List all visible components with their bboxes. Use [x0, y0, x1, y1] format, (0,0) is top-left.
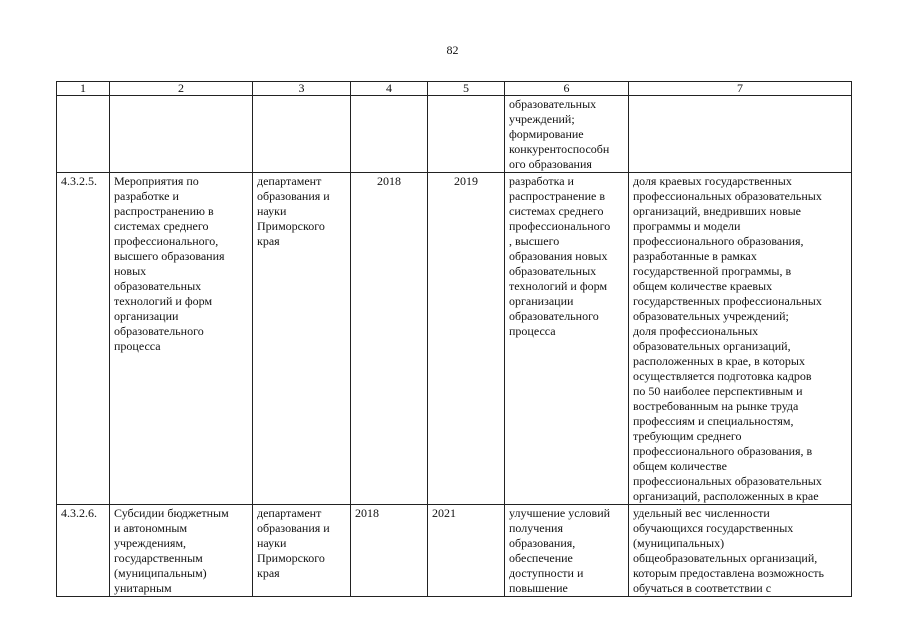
column-header: 1	[57, 82, 110, 96]
expected-result-cell: разработка и распространение в системах среднего профессионального , высшего образования новых образовательных технологий и форм организации образовательного процесса	[505, 173, 629, 505]
item-name-cell	[110, 96, 253, 173]
column-header: 3	[253, 82, 351, 96]
item-name-cell: Субсидии бюджетным и автономным учреждениям, государственным (муниципальным) унитарным	[110, 505, 253, 597]
start-year-cell	[351, 96, 428, 173]
executor-cell: департамент образования и науки Приморского края	[253, 173, 351, 505]
program-table	[56, 81, 852, 597]
expected-result-cell: улучшение условий получения образования, обеспечение доступности и повышение	[505, 505, 629, 597]
item-name-cell: Мероприятия по разработке и распространению в системах среднего профессионального, высшего образования новых образовательных технологий и форм организации образовательного процесса	[110, 173, 253, 505]
column-header: 6	[505, 82, 629, 96]
column-header: 4	[351, 82, 428, 96]
table-row	[57, 96, 852, 173]
start-year-cell: 2018	[351, 505, 428, 597]
expected-result-cell: образовательных учреждений; формирование конкурентоспособн ого образования	[505, 96, 629, 173]
column-header: 2	[110, 82, 253, 96]
item-number-cell	[57, 96, 110, 173]
table-row	[57, 505, 852, 597]
indicator-cell: доля краевых государственных профессиональных образовательных организаций, внедривших новые программы и модели профессионального образования, разработанные в рамках государственной программы, в общем количестве краевых государственных профессиональных образовательных учреждений; доля профессиональных образовательных организаций, расположенных в крае, в которых осуществляется подготовка кадров по 50 наиболее перспективным и востребованным на рынке труда профессиям и специальностям, требующим среднего профессионального образования, в общем количестве профессиональных образовательных организаций, расположенных в крае	[629, 173, 852, 505]
end-year-cell: 2021	[428, 505, 505, 597]
column-header: 5	[428, 82, 505, 96]
item-number-cell: 4.3.2.6.	[57, 505, 110, 597]
column-number-row	[57, 82, 852, 96]
indicator-cell	[629, 96, 852, 173]
column-header: 7	[629, 82, 852, 96]
end-year-cell	[428, 96, 505, 173]
executor-cell	[253, 96, 351, 173]
end-year-cell: 2019	[428, 173, 505, 505]
page-number: 82	[446, 43, 459, 57]
start-year-cell: 2018	[351, 173, 428, 505]
item-number-cell: 4.3.2.5.	[57, 173, 110, 505]
indicator-cell: удельный вес численности обучающихся государственных (муниципальных) общеобразовательных организаций, которым предоставлена возможность обучаться в соответствии с	[629, 505, 852, 597]
table-row	[57, 173, 852, 505]
executor-cell: департамент образования и науки Приморского края	[253, 505, 351, 597]
